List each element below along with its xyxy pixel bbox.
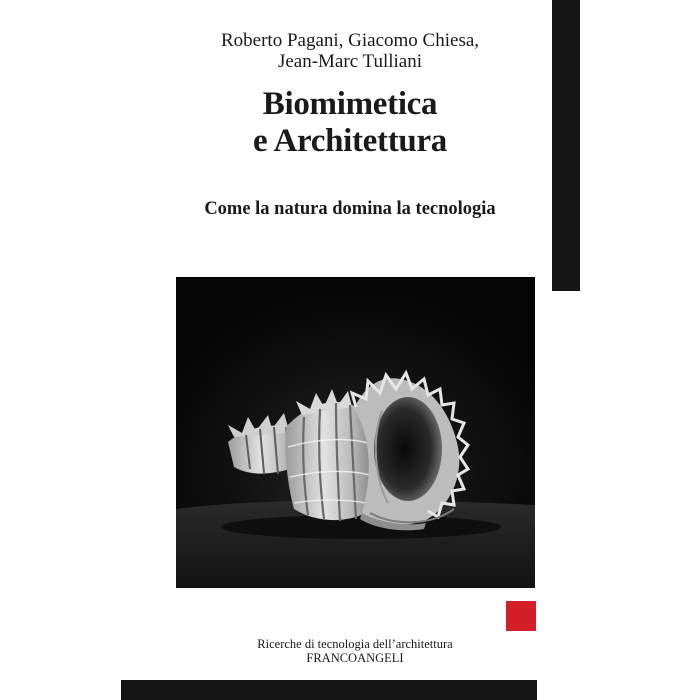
title-line-2: e Architettura — [252, 123, 448, 159]
authors-line-1: Roberto Pagani, Giacomo Chiesa, — [220, 30, 480, 51]
seashell-photo — [176, 277, 535, 588]
right-edge-bar — [552, 0, 580, 291]
book-subtitle: Come la natura domina la tecnologia — [204, 199, 496, 219]
publisher-name: FRANCOANGELI — [306, 651, 404, 665]
cover-photo — [176, 277, 535, 588]
series-name: Ricerche di tecnologia dell’architettura — [257, 637, 453, 651]
title-line-1: Biomimetica — [262, 86, 438, 122]
book-title — [150, 86, 550, 160]
authors-line-2: Jean-Marc Tulliani — [277, 51, 423, 72]
bottom-edge-bar — [121, 680, 537, 700]
authors — [150, 30, 550, 72]
publisher-accent-square — [506, 601, 536, 631]
